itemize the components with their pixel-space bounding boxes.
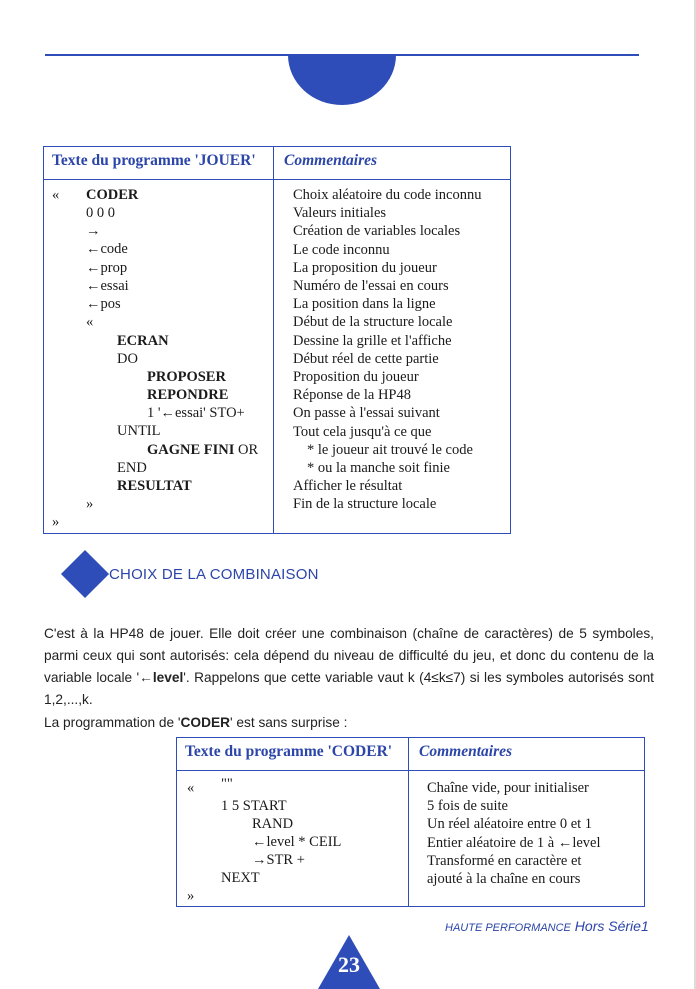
code-line: 0 0 0 (86, 205, 115, 221)
code-line: END (117, 460, 147, 476)
code-line: « (52, 187, 60, 203)
code-line: ←pos (86, 296, 121, 312)
code-line: ←level * CEIL (252, 834, 342, 850)
comment-line: Un réel aléatoire entre 0 et 1 (427, 816, 593, 833)
code-line: 1 5 START (221, 798, 287, 814)
comment-line: * ou la manche soit finie (307, 460, 450, 477)
code-line: NEXT (221, 870, 260, 886)
jouer-header-right: Commentaires (284, 152, 378, 169)
comment-line: * le joueur ait trouvé le code (307, 441, 473, 458)
comment-line: Chaîne vide, pour initialiser (427, 780, 589, 796)
comment-line: Valeurs initiales (293, 205, 387, 222)
comment-line: La position dans la ligne (293, 296, 436, 313)
comment-line: Création de variables locales (293, 223, 461, 240)
comment-line: Le code inconnu (293, 241, 390, 258)
code-line: « (187, 780, 195, 796)
comment-line: Numéro de l'essai en cours (293, 278, 449, 295)
code-line: ←essai (86, 278, 129, 294)
comment-line: Transformé en caractère et (427, 852, 582, 869)
code-line: REPONDRE (147, 387, 229, 403)
code-line: » (52, 514, 60, 530)
comment-line: 5 fois de suite (427, 798, 508, 815)
comment-line: Début réel de cette partie (293, 350, 439, 367)
magazine-footer: HAUTE PERFORMANCE Hors Série1 (445, 918, 649, 934)
code-line: "" (221, 776, 233, 792)
code-line: RAND (252, 816, 294, 832)
code-line: CODER (86, 187, 139, 203)
coder-header-right: Commentaires (419, 743, 513, 760)
comment-line: La proposition du joueur (293, 259, 437, 276)
comment-line: ajouté à la chaîne en cours (427, 871, 581, 888)
page-number: 23 (338, 952, 360, 977)
code-line: ←prop (86, 260, 128, 276)
comment-line: Réponse de la HP48 (293, 387, 411, 404)
section-diamond-icon (61, 550, 109, 598)
code-line: PROPOSER (147, 369, 226, 385)
code-line: →STR + (252, 852, 305, 868)
header-semicircle (0, 0, 696, 110)
comment-line: Choix aléatoire du code inconnu (293, 187, 482, 203)
code-line: → (86, 223, 101, 239)
section-title: CHOIX DE LA COMBINAISON (109, 566, 319, 583)
jouer-header-left: Texte du programme 'JOUER' (52, 152, 256, 169)
comment-line: Fin de la structure locale (293, 496, 437, 513)
comment-line: Tout cela jusqu'à ce que (293, 423, 432, 440)
code-line: » (86, 496, 94, 512)
coder-code (177, 771, 408, 906)
code-line: 1 '←essai' STO+ (147, 405, 245, 421)
coder-comments (409, 771, 644, 888)
jouer-comments (274, 180, 510, 514)
comment-line: Début de la structure locale (293, 314, 453, 331)
intro-paragraph: C'est à la HP48 de jouer. Elle doit créer une combinaison (chaîne de caractères) de 5 symboles, parmi ceux qui sont autorisés: cela dépend du niveau de difficulté du jeu, et donc du contenu de la variable locale '←level'. Rappelons que cette variable vaut k (4≤k≤7) si les symboles autorisés sont 1,2,...,k. (44, 626, 654, 707)
code-line: GAGNE FINI OR (147, 442, 259, 458)
jouer-code (44, 180, 273, 533)
code-line: » (187, 888, 195, 904)
comment-line: Proposition du joueur (293, 369, 419, 386)
coder-program-table (176, 737, 645, 907)
code-line: « (86, 314, 94, 330)
coder-header-left: Texte du programme 'CODER' (185, 743, 393, 760)
comment-line: Afficher le résultat (293, 478, 403, 495)
comment-line: Dessine la grille et l'affiche (293, 332, 452, 349)
code-line: ECRAN (117, 333, 169, 349)
code-line: ←code (86, 241, 128, 257)
code-line: DO (117, 351, 138, 367)
comment-line: On passe à l'essai suivant (293, 405, 440, 422)
code-line: RESULTAT (117, 478, 192, 494)
comment-line: Entier aléatoire de 1 à ←level (427, 834, 601, 851)
code-line: UNTIL (117, 423, 161, 439)
jouer-program-table (43, 146, 511, 534)
coder-intro-paragraph: La programmation de 'CODER' est sans surprise : (44, 715, 348, 730)
